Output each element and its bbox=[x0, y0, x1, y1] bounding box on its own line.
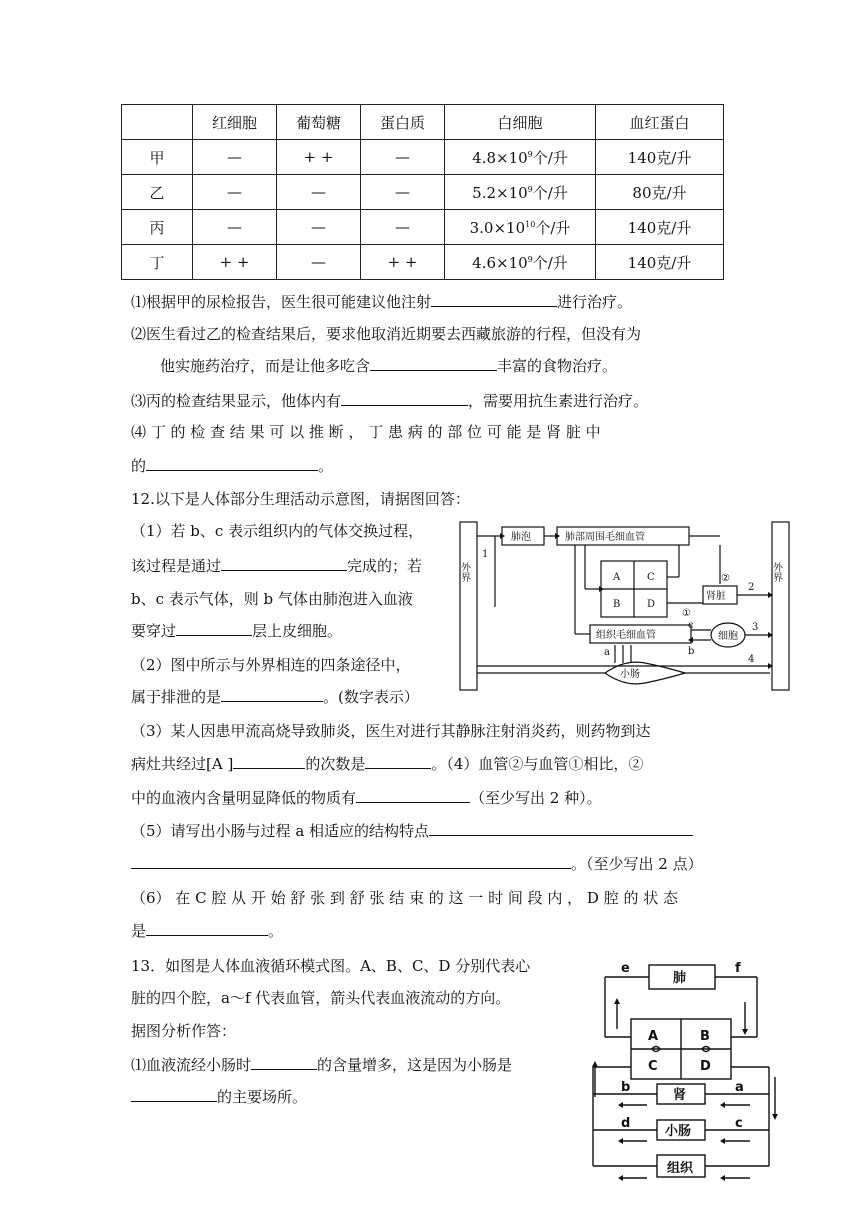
q12-s1-line2 bbox=[131, 555, 422, 576]
q11-p2-tail: 丰富的食物治疗。 bbox=[497, 357, 618, 375]
process-c-label: c bbox=[688, 620, 694, 631]
chamber-c-label: C bbox=[647, 572, 655, 583]
q13-l4-text: ⑴血液流经小肠时 bbox=[131, 1056, 252, 1074]
blood-test-table bbox=[121, 104, 724, 280]
table-cell bbox=[445, 140, 596, 175]
answer-blank[interactable] bbox=[370, 356, 497, 371]
q12-s6-line2 bbox=[131, 920, 283, 941]
table-header-cell: 红细胞 bbox=[193, 105, 277, 140]
q12-s3-text2: 的次数是 bbox=[305, 755, 366, 773]
table-cell: 140克/升 bbox=[596, 140, 724, 175]
q12-s1-tail: 完成的；若 bbox=[347, 557, 423, 575]
path-3-label: 3 bbox=[752, 622, 759, 633]
answer-blank[interactable] bbox=[146, 456, 318, 471]
intestine-label: 小肠 bbox=[620, 669, 640, 680]
q13-l5-tail: 的主要场所。 bbox=[217, 1088, 308, 1106]
q12-s1-text2: 要穿过 bbox=[131, 622, 177, 640]
path-4-label: 4 bbox=[748, 654, 755, 665]
vessel-d-label: d bbox=[621, 1116, 631, 1131]
q12-s1-line1: （1）若 b、c 表示组织内的气体交换过程， bbox=[131, 522, 424, 540]
table-cell: — bbox=[193, 175, 277, 210]
tissue-capillary-label: 组织毛细血管 bbox=[596, 630, 656, 641]
q11-part4-cont bbox=[131, 455, 333, 476]
q11-part3 bbox=[131, 390, 648, 411]
tissue-label: 组织 bbox=[667, 1161, 694, 1176]
answer-blank[interactable] bbox=[341, 391, 468, 406]
table-cell: 140克/升 bbox=[596, 245, 724, 280]
q11-p2-text2: 他实施药治疗，而是让他多吃含 bbox=[160, 357, 371, 375]
q12-s3-line2 bbox=[131, 753, 643, 774]
table-header-cell: 血红蛋白 bbox=[596, 105, 724, 140]
outer-right-label: 外界 bbox=[770, 562, 782, 582]
path-1-label: 1 bbox=[482, 549, 489, 560]
q12-s3-line1: （3）某人因患甲流高烧导致肺炎，医生对进行其静脉注射消炎药，则药物到达 bbox=[131, 722, 651, 740]
wbc-unit: 个/升 bbox=[535, 218, 571, 237]
kidney-label: 肾 bbox=[673, 1088, 687, 1103]
intestine-label: 小肠 bbox=[665, 1124, 692, 1139]
kidney-label: 肾脏 bbox=[706, 591, 726, 602]
table-cell: 丁 bbox=[122, 245, 193, 280]
answer-blank[interactable] bbox=[221, 687, 323, 702]
table-cell: 80克/升 bbox=[596, 175, 724, 210]
vessel-b-label: b bbox=[621, 1080, 631, 1095]
table-cell: — bbox=[361, 175, 445, 210]
physiology-diagram bbox=[455, 517, 800, 695]
answer-blank[interactable] bbox=[146, 921, 268, 936]
circulation-diagram bbox=[585, 957, 795, 1197]
table-header-cell: 蛋白质 bbox=[361, 105, 445, 140]
q13-line5 bbox=[131, 1086, 307, 1107]
table-cell bbox=[445, 210, 596, 245]
answer-blank[interactable] bbox=[233, 754, 305, 769]
q12-s1-text: 该过程是通过 bbox=[131, 557, 222, 575]
process-a-label: a bbox=[604, 647, 610, 658]
table-header-row bbox=[122, 105, 724, 140]
wbc-unit: 个/升 bbox=[532, 183, 568, 202]
q11-part2 bbox=[131, 323, 641, 344]
table-cell bbox=[445, 175, 596, 210]
chamber-d-label: D bbox=[647, 599, 656, 610]
q12-s4-text: 中的血液内含量明显降低的物质有 bbox=[131, 789, 357, 807]
q12-s1-tail2: 层上皮细胞。 bbox=[252, 622, 343, 640]
table-cell: — bbox=[277, 210, 361, 245]
wbc-base: 4.8×10 bbox=[472, 148, 528, 167]
q13-line2: 脏的四个腔，a～f 代表血管，箭头代表血液流动的方向。 bbox=[131, 989, 511, 1007]
q12-title: 12.以下是人体部分生理活动示意图，请据图回答： bbox=[131, 490, 470, 508]
cell-label: 细胞 bbox=[718, 631, 738, 642]
answer-blank[interactable] bbox=[429, 821, 693, 836]
wbc-unit: 个/升 bbox=[532, 253, 568, 272]
chamber-a-label: A bbox=[613, 572, 621, 583]
outer-left-label: 外界 bbox=[458, 562, 470, 582]
table-row bbox=[122, 210, 724, 245]
q11-part1 bbox=[131, 291, 632, 312]
q13-l4-tail: 的含量增多，这是因为小肠是 bbox=[317, 1056, 513, 1074]
table-header-cell: 白细胞 bbox=[445, 105, 596, 140]
vessel-1-label: ① bbox=[682, 608, 691, 619]
q12-s6-line1: （6） 在 C 腔 从 开 始 舒 张 到 舒 张 结 束 的 这 一 时 间 段 内 ， D 腔 的 状 态 bbox=[131, 889, 679, 907]
table-row bbox=[122, 175, 724, 210]
answer-blank[interactable] bbox=[131, 854, 571, 869]
answer-blank[interactable] bbox=[176, 621, 252, 636]
answer-blank[interactable] bbox=[365, 754, 431, 769]
lung-label: 肺 bbox=[673, 971, 687, 986]
table-header-cell bbox=[122, 105, 193, 140]
q12-s6-tail: 。 bbox=[268, 922, 284, 940]
q12-s4-tail: （至少写出 2 种）。 bbox=[470, 789, 602, 807]
vessel-2-label: ② bbox=[721, 573, 730, 584]
q12-s5-text: （5）请写出小肠与过程 a 相适应的结构特点 bbox=[131, 822, 430, 840]
wbc-exp: 10 bbox=[525, 219, 536, 229]
table-cell: — bbox=[361, 210, 445, 245]
table-cell: — bbox=[193, 210, 277, 245]
table-cell bbox=[445, 245, 596, 280]
q13-line3: 据图分析作答： bbox=[131, 1022, 237, 1040]
chamber-c-label: C bbox=[648, 1059, 658, 1074]
q12-s2-tail: 。(数字表示） bbox=[323, 688, 419, 706]
answer-blank[interactable] bbox=[221, 556, 347, 571]
table-cell: 丙 bbox=[122, 210, 193, 245]
table-row bbox=[122, 140, 724, 175]
q11-p4-text2: 的 bbox=[131, 457, 147, 475]
q11-part2-cont bbox=[160, 355, 617, 376]
answer-blank[interactable] bbox=[131, 1087, 217, 1102]
lung-capillary-label: 肺部周围毛细血管 bbox=[565, 532, 645, 543]
q12-s2-text: 属于排泄的是 bbox=[131, 688, 222, 706]
outer-world-left-box bbox=[460, 522, 477, 690]
table-cell: — bbox=[277, 175, 361, 210]
answer-blank[interactable] bbox=[356, 788, 470, 803]
q12-s2-line1: （2）图中所示与外界相连的四条途径中， bbox=[131, 656, 411, 674]
table-cell: + + bbox=[361, 245, 445, 280]
wbc-exp: 9 bbox=[527, 149, 533, 159]
vessel-e-label: e bbox=[621, 961, 630, 976]
wbc-unit: 个/升 bbox=[532, 148, 568, 167]
q12-s5-line1 bbox=[131, 820, 693, 841]
table-cell: — bbox=[277, 245, 361, 280]
chamber-d-label: D bbox=[700, 1059, 711, 1074]
vessel-c-label: c bbox=[735, 1116, 743, 1131]
chamber-b-label: B bbox=[700, 1029, 710, 1044]
path-2-label: 2 bbox=[748, 582, 755, 593]
q12-s6-text: 是 bbox=[131, 922, 147, 940]
wbc-exp: 9 bbox=[527, 184, 533, 194]
q11-p1-text: ⑴根据甲的尿检报告，医生很可能建议他注射 bbox=[131, 293, 432, 311]
q11-p1-tail: 进行治疗。 bbox=[557, 293, 633, 311]
table-cell: — bbox=[361, 140, 445, 175]
q12-s1-line3: b、c 表示气体，则 b 气体由肺泡进入血液 bbox=[131, 590, 413, 608]
table-cell: — bbox=[193, 140, 277, 175]
q12-s3-text: 病灶共经过[A ] bbox=[131, 755, 234, 773]
outer-world-right-box bbox=[772, 522, 789, 690]
table-cell: + + bbox=[193, 245, 277, 280]
q12-s1-line4 bbox=[131, 620, 342, 641]
chamber-a-label: A bbox=[648, 1029, 659, 1044]
answer-blank[interactable] bbox=[431, 292, 557, 307]
wbc-base: 4.6×10 bbox=[472, 253, 528, 272]
wbc-exp: 9 bbox=[527, 254, 533, 264]
q12-s5-tail: 。（至少写出 2 点） bbox=[571, 855, 703, 873]
table-cell: 乙 bbox=[122, 175, 193, 210]
vessel-f-label: f bbox=[735, 961, 741, 976]
q11-p4-tail: 。 bbox=[318, 457, 334, 475]
alveoli-label: 肺泡 bbox=[511, 532, 531, 543]
q12-s3-text3: 。（4）血管②与血管①相比，② bbox=[431, 755, 644, 773]
q11-p2-text: ⑵医生看过乙的检查结果后，要求他取消近期要去西藏旅游的行程，但没有为 bbox=[131, 325, 642, 343]
q12-s4-line bbox=[131, 787, 602, 808]
chamber-b-label: B bbox=[613, 599, 621, 610]
q11-p3-tail: ，需要用抗生素进行治疗。 bbox=[468, 392, 649, 410]
table-cell: 甲 bbox=[122, 140, 193, 175]
q11-p4-text: ⑷ 丁 的 检 查 结 果 可 以 推 断 ， 丁 患 病 的 部 位 可 能 是 肾 脏 中 bbox=[131, 423, 601, 441]
table-row bbox=[122, 245, 724, 280]
vessel-a-label: a bbox=[735, 1080, 744, 1095]
q13-line4 bbox=[131, 1054, 512, 1075]
table-header-cell: 葡萄糖 bbox=[277, 105, 361, 140]
q11-p3-text: ⑶丙的检查结果显示，他体内有 bbox=[131, 392, 342, 410]
process-b-label: b bbox=[688, 646, 695, 657]
wbc-base: 3.0×10 bbox=[469, 218, 526, 237]
table-cell: + + bbox=[277, 140, 361, 175]
q12-s2-line2 bbox=[131, 686, 419, 707]
q13-line1: 13．如图是人体血液循环模式图。A、B、C、D 分别代表心 bbox=[131, 957, 531, 975]
wbc-base: 5.2×10 bbox=[472, 183, 528, 202]
answer-blank[interactable] bbox=[251, 1055, 317, 1070]
q12-s5-line2 bbox=[131, 853, 703, 874]
table-cell: 140克/升 bbox=[596, 210, 724, 245]
q11-part4 bbox=[131, 421, 601, 442]
